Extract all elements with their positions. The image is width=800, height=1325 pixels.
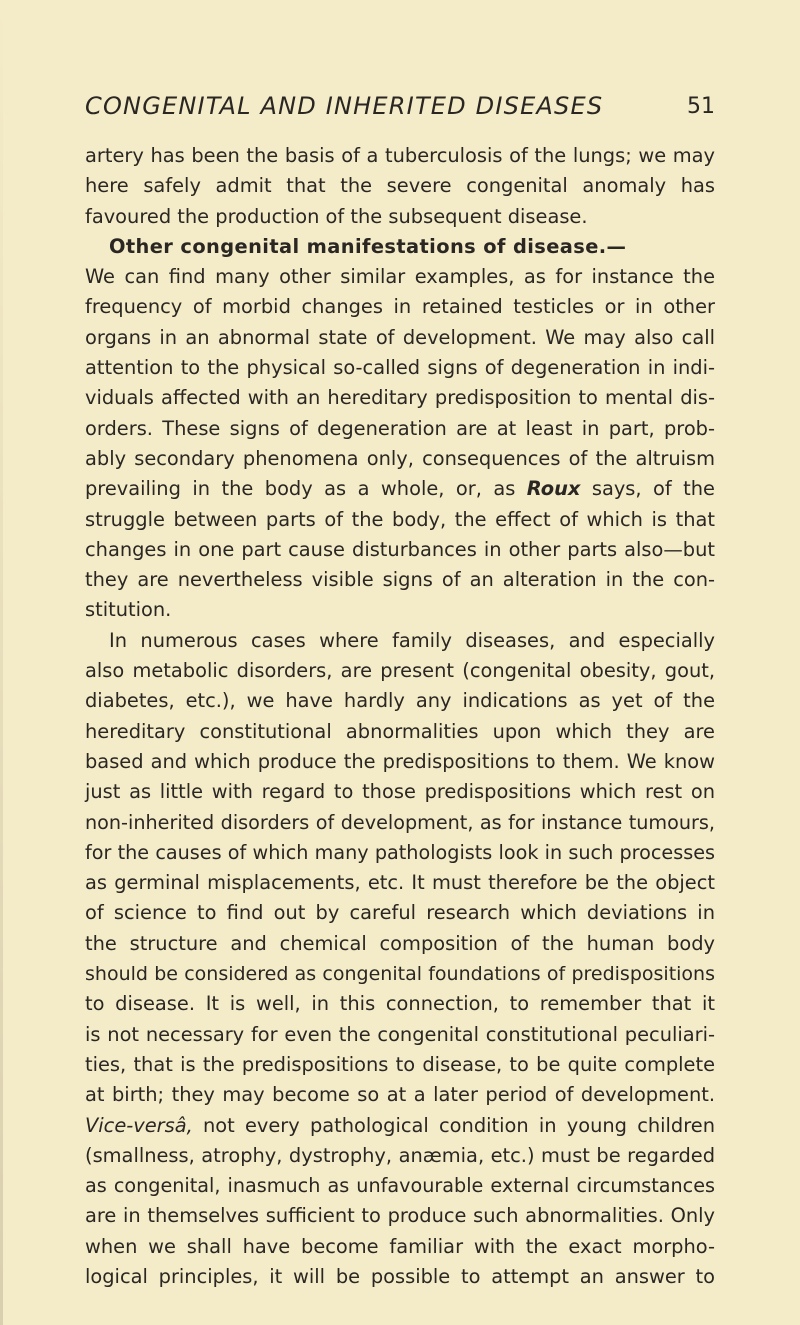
text-line: logical principles, it will be possible to attempt an answer to	[85, 1264, 715, 1288]
text-line: as congenital, inasmuch as unfavourable external circumstances	[85, 1174, 715, 1198]
text-fragment: not every pathological condition in young children	[203, 1113, 715, 1137]
body-text	[85, 141, 715, 1292]
text-line: should be considered as congenital foundations of predispositions	[85, 963, 715, 986]
text-line: for the causes of which many pathologists look in such processes	[85, 840, 715, 864]
running-title: CONGENITAL AND INHERITED DISEASES	[85, 92, 604, 120]
text-line: orders. These signs of degeneration are at least in part, prob-	[85, 416, 715, 440]
text-line: to disease. It is well, in this connection, to remember that it	[85, 992, 715, 1016]
text-line: based and which produce the predispositions to them. We know	[85, 749, 715, 773]
text-line: when we shall have become familiar with the exact morpho-	[85, 1234, 715, 1258]
text-line: struggle between parts of the body, the effect of which is that	[85, 507, 715, 531]
page-edge-shadow	[0, 0, 3, 1325]
text-line: are in themselves sufficient to produce such abnormalities. Only	[85, 1204, 715, 1228]
section-heading: Other congenital manifestations of disease.—	[109, 234, 627, 258]
text-line: at birth; they may become so at a later period of development.	[85, 1083, 715, 1107]
text-line: artery has been the basis of a tuberculosis of the lungs; we may	[85, 144, 715, 167]
author-name-roux: Roux	[526, 477, 581, 501]
text-line: also metabolic disorders, are present (congenital obesity, gout,	[85, 659, 715, 683]
text-line: ably secondary phenomena only, consequences of the altruism	[85, 446, 715, 470]
text-line: changes in one part cause disturbances in other parts also—but	[85, 537, 715, 561]
text-line-with-name	[85, 474, 715, 504]
text-fragment: says, of the	[591, 477, 715, 501]
text-fragment: prevailing in the body as a whole, or, as	[85, 477, 516, 501]
page-number: 51	[687, 94, 715, 119]
text-line: viduals affected with an hereditary predisposition to mental dis-	[85, 386, 715, 410]
text-line: as germinal misplacements, etc. It must therefore be the object	[85, 871, 715, 895]
text-line: hereditary constitutional abnormalities upon which they are	[85, 719, 715, 743]
text-line: of science to find out by careful research which deviations in	[85, 901, 715, 925]
text-line: favoured the production of the subsequent disease.	[85, 204, 588, 228]
text-line: just as little with regard to those predispositions which rest on	[85, 780, 715, 804]
text-line: ties, that is the predispositions to disease, to be quite complete	[85, 1052, 715, 1076]
text-line: they are nevertheless visible signs of an alteration in the con-	[85, 568, 715, 592]
text-line-with-italic	[85, 1111, 715, 1141]
italic-phrase-vice-versa: Vice-versâ,	[85, 1113, 193, 1137]
text-line: diabetes, etc.), we have hardly any indications as yet of the	[85, 689, 715, 713]
section-heading-line	[85, 232, 715, 262]
text-line: non-inherited disorders of development, as for instance tumours,	[85, 810, 715, 834]
text-line: frequency of morbid changes in retained testicles or in other	[85, 295, 715, 319]
text-line: We can find many other similar examples, as for instance the	[85, 265, 715, 289]
text-line: organs in an abnormal state of development. We may also call	[85, 325, 715, 349]
text-line: stitution.	[85, 598, 172, 622]
text-line: attention to the physical so-called signs of degeneration in indi-	[85, 356, 715, 380]
paragraph-start-line: In numerous cases where family diseases, and especially	[109, 628, 715, 652]
text-line: is not necessary for even the congenital constitutional peculiari-	[85, 1022, 715, 1046]
page-header	[85, 92, 715, 132]
text-line: the structure and chemical composition of the human body	[85, 931, 715, 955]
text-line: here safely admit that the severe congenital anomaly has	[85, 174, 715, 198]
text-line: (smallness, atrophy, dystrophy, anæmia, etc.) must be regarded	[85, 1143, 715, 1167]
